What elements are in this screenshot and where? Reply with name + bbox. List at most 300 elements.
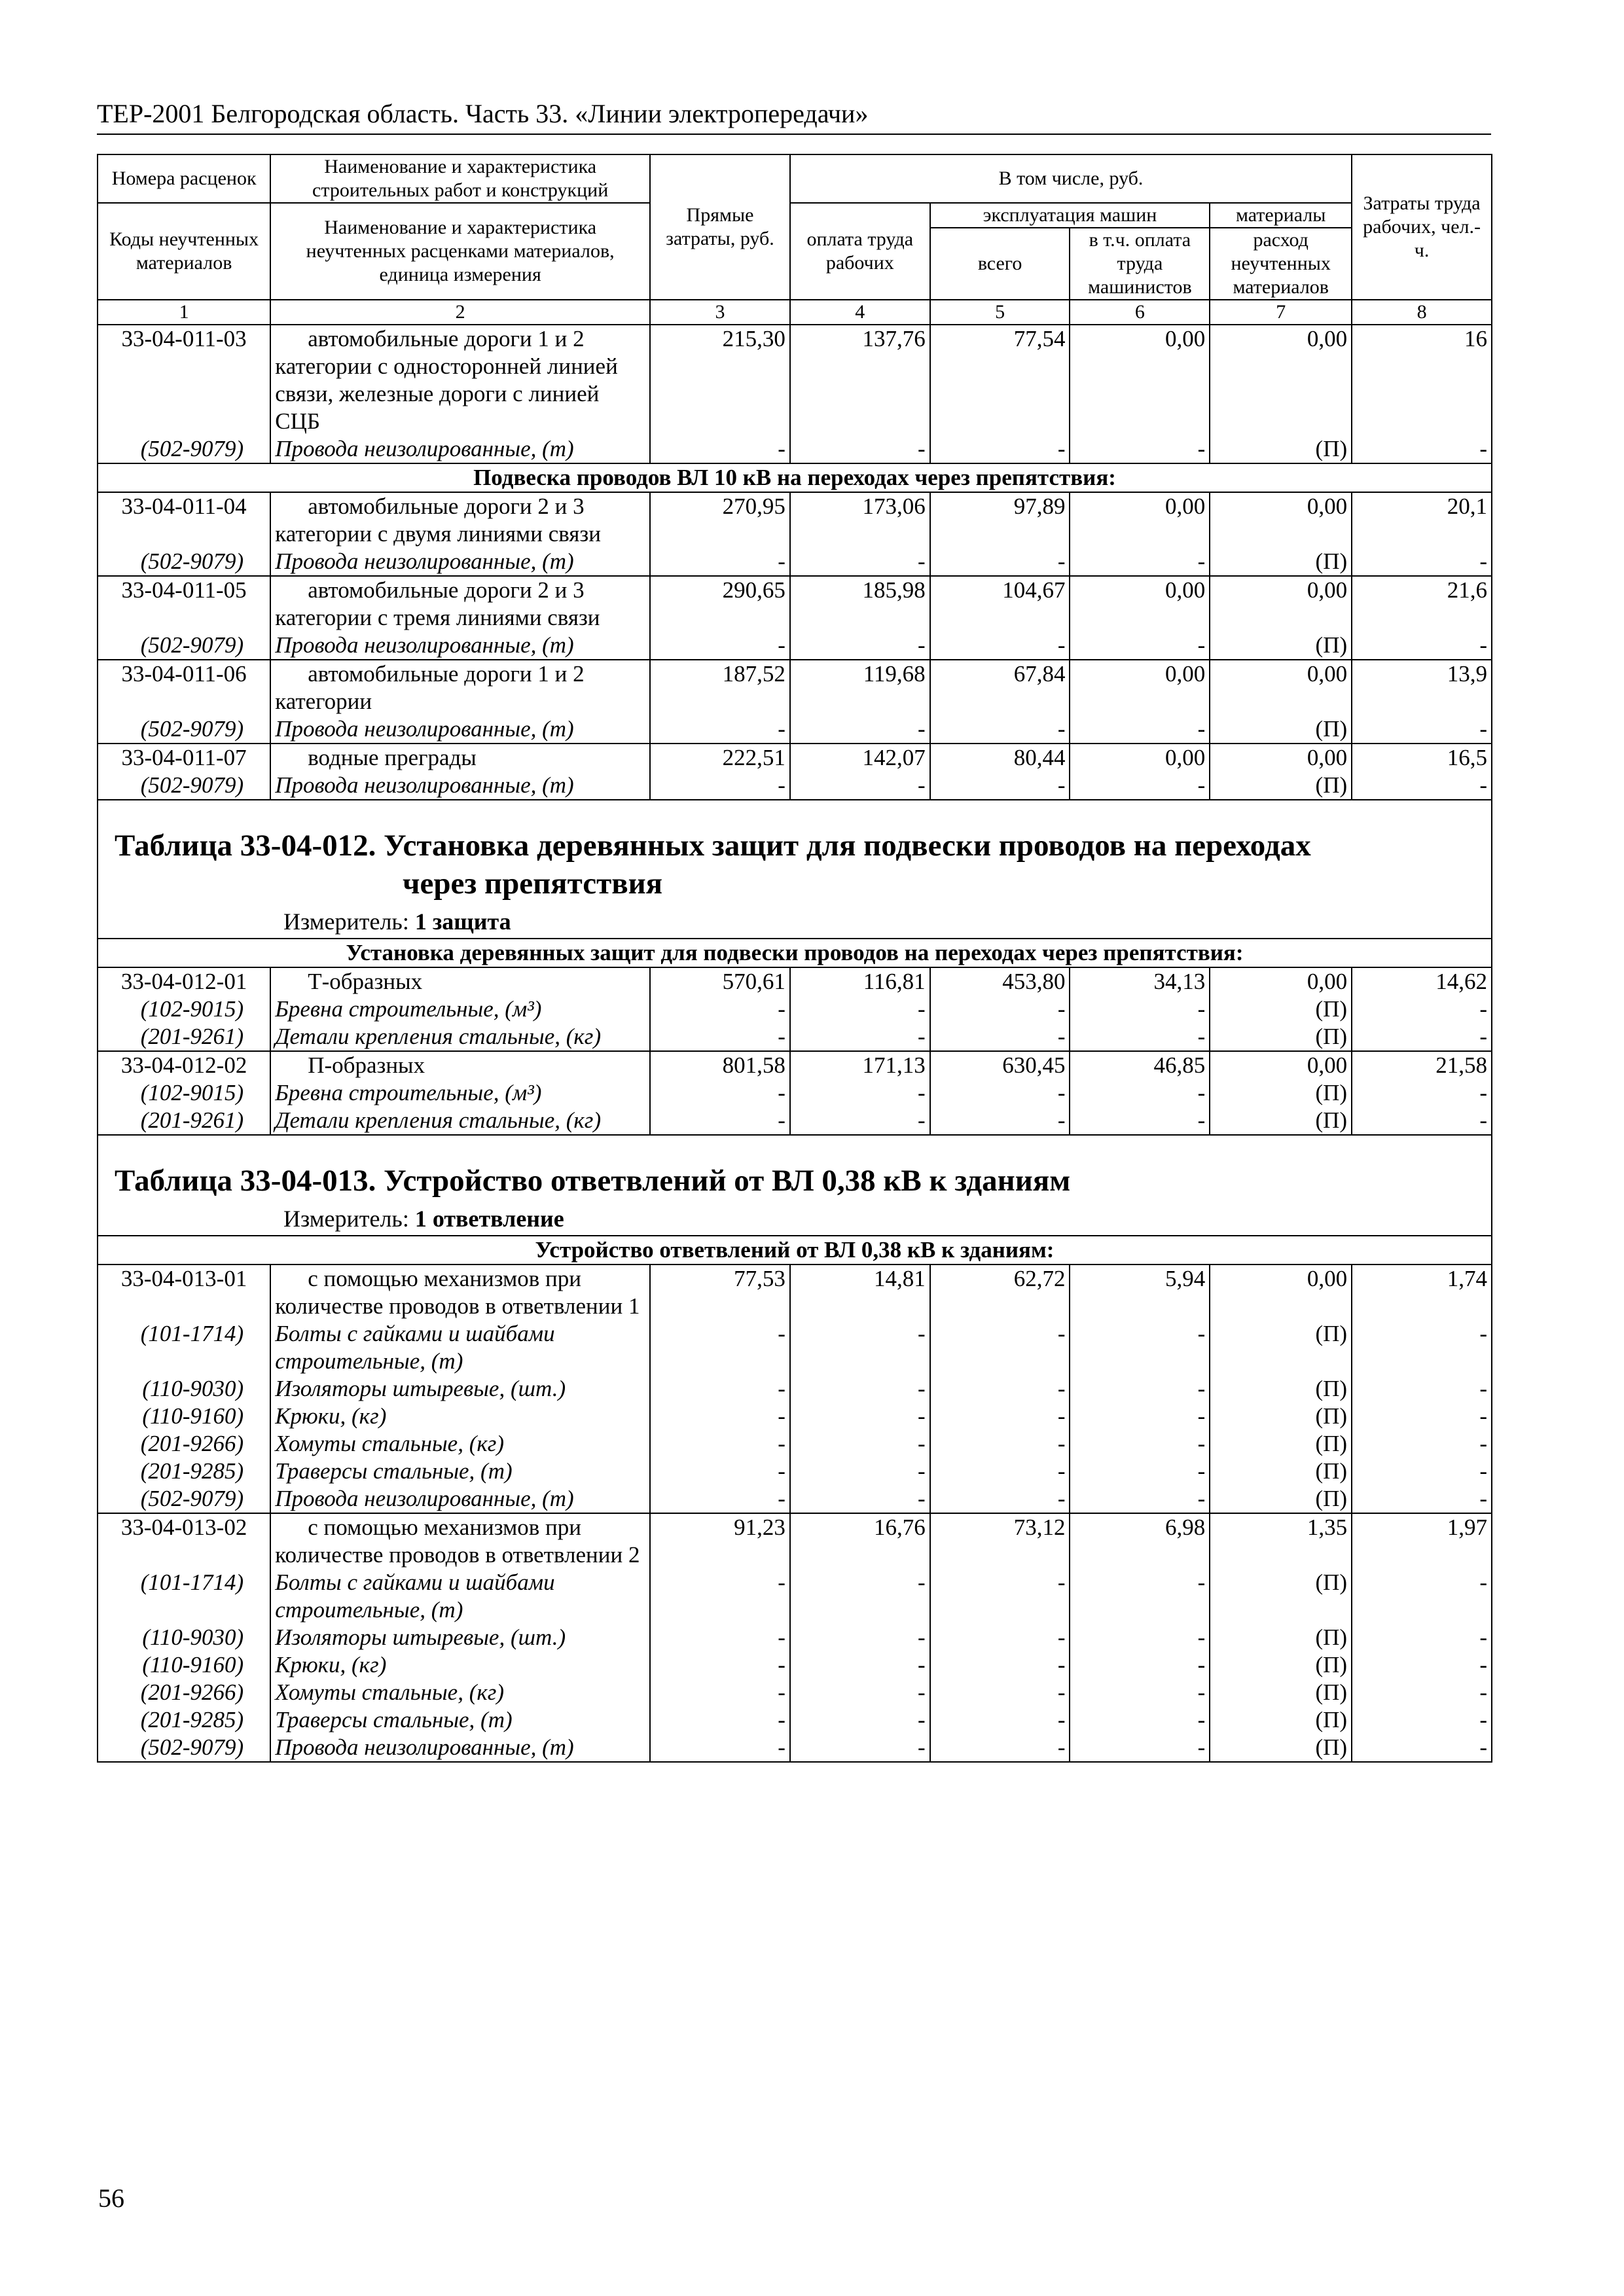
value-c6: - [1070, 548, 1210, 576]
value-c8: - [1352, 1734, 1492, 1762]
work-name: автомобильные дороги 2 и 3 категории с тремя линиями связи [270, 576, 650, 632]
header-number: 5 [930, 300, 1070, 325]
value-c8: 16 [1352, 325, 1492, 435]
value-c6: - [1070, 1023, 1210, 1051]
header-in-that: В том числе, руб. [790, 154, 1352, 203]
value-c6: - [1070, 772, 1210, 800]
rate-row [98, 576, 1492, 632]
table-title-012 [115, 827, 1476, 903]
value-c7: (П) [1210, 1651, 1352, 1679]
value-c7: (П) [1210, 715, 1352, 744]
value-c8: 16,5 [1352, 744, 1492, 772]
value-c3: - [650, 1569, 790, 1624]
material-name: Крюки, (кг) [270, 1403, 650, 1430]
rate-row [98, 492, 1492, 548]
value-c5: - [930, 1624, 1070, 1651]
rate-row [98, 1513, 1492, 1569]
value-c5: - [930, 1403, 1070, 1430]
value-c4: - [790, 1569, 930, 1624]
material-name: Болты с гайками и шайбами строительные, (т) [270, 1320, 650, 1375]
work-name: автомобильные дороги 1 и 2 категории с односторонней линией связи, железные дороги с линией СЦБ [270, 325, 650, 435]
material-code: (110-9030) [98, 1375, 270, 1403]
value-c3: - [650, 1458, 790, 1485]
measure-value: 1 защита [414, 908, 511, 935]
material-code: (201-9266) [98, 1679, 270, 1706]
value-c3: - [650, 1734, 790, 1762]
value-c5: - [930, 1651, 1070, 1679]
value-c6: - [1070, 715, 1210, 744]
header-col1-top: Номера расценок [98, 154, 270, 203]
value-c4: 137,76 [790, 325, 930, 435]
header-col7: расход неучтенных материалов [1210, 228, 1352, 300]
value-c6: 0,00 [1070, 660, 1210, 715]
measure-013 [283, 1205, 564, 1232]
value-c5: - [930, 996, 1070, 1023]
value-c8: - [1352, 632, 1492, 660]
value-c3: 270,95 [650, 492, 790, 548]
material-code: (502-9079) [98, 772, 270, 800]
value-c8: - [1352, 1679, 1492, 1706]
value-c8: - [1352, 1485, 1492, 1513]
header-number: 6 [1070, 300, 1210, 325]
material-code: (110-9160) [98, 1403, 270, 1430]
value-c8: 20,1 [1352, 492, 1492, 548]
material-row [98, 632, 1492, 660]
header-col2-top: Наименование и характеристика строительных работ и конструкций [270, 154, 650, 203]
value-c8: - [1352, 772, 1492, 800]
material-row [98, 1458, 1492, 1485]
material-row [98, 1651, 1492, 1679]
section-heading-row [98, 939, 1492, 967]
value-c3: - [650, 1651, 790, 1679]
material-name: Детали крепления стальные, (кг) [270, 1023, 650, 1051]
value-c8: - [1352, 1569, 1492, 1624]
rate-row [98, 744, 1492, 772]
material-name: Траверсы стальные, (т) [270, 1458, 650, 1485]
header-materials: материалы [1210, 203, 1352, 228]
value-c7: 0,00 [1210, 576, 1352, 632]
header-number: 2 [270, 300, 650, 325]
value-c5: 453,80 [930, 967, 1070, 996]
rate-code: 33-04-011-07 [98, 744, 270, 772]
header-col6: в т.ч. оплата труда машинистов [1070, 228, 1210, 300]
value-c8: - [1352, 1403, 1492, 1430]
value-c4: - [790, 1734, 930, 1762]
value-c3: 222,51 [650, 744, 790, 772]
material-row [98, 1375, 1492, 1403]
rates-table-013 [97, 1235, 1492, 1763]
material-code: (101-1714) [98, 1320, 270, 1375]
material-code: (201-9261) [98, 1107, 270, 1135]
material-name: Провода неизолированные, (т) [270, 1485, 650, 1513]
header-number: 7 [1210, 300, 1352, 325]
value-c5: - [930, 548, 1070, 576]
rate-code: 33-04-012-02 [98, 1051, 270, 1079]
header-number: 8 [1352, 300, 1492, 325]
value-c4: - [790, 1651, 930, 1679]
value-c6: 5,94 [1070, 1265, 1210, 1320]
value-c3: 91,23 [650, 1513, 790, 1569]
value-c6: - [1070, 1679, 1210, 1706]
value-c6: 6,98 [1070, 1513, 1210, 1569]
rate-row [98, 325, 1492, 435]
material-name: Хомуты стальные, (кг) [270, 1679, 650, 1706]
value-c3: 801,58 [650, 1051, 790, 1079]
value-c5: - [930, 1569, 1070, 1624]
value-c7: (П) [1210, 1624, 1352, 1651]
material-name: Провода неизолированные, (т) [270, 548, 650, 576]
value-c4: - [790, 772, 930, 800]
value-c4: - [790, 1679, 930, 1706]
value-c4: 119,68 [790, 660, 930, 715]
value-c8: 13,9 [1352, 660, 1492, 715]
value-c3: - [650, 1706, 790, 1734]
material-code: (502-9079) [98, 1485, 270, 1513]
material-name: Бревна строительные, (м³) [270, 996, 650, 1023]
value-c6: 46,85 [1070, 1051, 1210, 1079]
material-code: (502-9079) [98, 435, 270, 463]
value-c5: - [930, 1320, 1070, 1375]
value-c5: 80,44 [930, 744, 1070, 772]
material-row [98, 1624, 1492, 1651]
value-c7: 1,35 [1210, 1513, 1352, 1569]
rate-row [98, 1051, 1492, 1079]
value-c4: 14,81 [790, 1265, 930, 1320]
value-c7: 0,00 [1210, 492, 1352, 548]
header-number: 1 [98, 300, 270, 325]
header-col3: Прямые затраты, руб. [650, 154, 790, 300]
table-title-013 [115, 1162, 1476, 1200]
table-body-013 [98, 1236, 1492, 1762]
section-heading: Устройство ответвлений от ВЛ 0,38 кВ к зданиям: [98, 1236, 1492, 1265]
value-c7: (П) [1210, 632, 1352, 660]
material-row [98, 1569, 1492, 1624]
value-c3: - [650, 715, 790, 744]
material-row [98, 548, 1492, 576]
value-c8: - [1352, 1651, 1492, 1679]
value-c6: - [1070, 1375, 1210, 1403]
value-c7: 0,00 [1210, 1051, 1352, 1079]
material-code: (110-9160) [98, 1651, 270, 1679]
value-c6: - [1070, 996, 1210, 1023]
header-col8: Затраты труда рабочих, чел.-ч. [1352, 154, 1492, 300]
header-col2-bottom: Наименование и характеристика неучтенных расценками материалов, единица измерения [270, 203, 650, 300]
running-header: ТЕР-2001 Белгородская область. Часть 33. «Линии электропередачи» [97, 98, 1491, 135]
material-row [98, 1079, 1492, 1107]
section-heading: Подвеска проводов ВЛ 10 кВ на переходах через препятствия: [98, 463, 1492, 492]
value-c8: - [1352, 1079, 1492, 1107]
value-c7: (П) [1210, 1706, 1352, 1734]
value-c5: - [930, 772, 1070, 800]
rate-code: 33-04-011-05 [98, 576, 270, 632]
value-c4: - [790, 1485, 930, 1513]
value-c7: (П) [1210, 1107, 1352, 1135]
table-title-line: через препятствия [403, 867, 663, 901]
material-name: Изоляторы штыревые, (шт.) [270, 1375, 650, 1403]
value-c6: - [1070, 1458, 1210, 1485]
table-header [98, 154, 1492, 325]
value-c7: 0,00 [1210, 967, 1352, 996]
value-c7: 0,00 [1210, 325, 1352, 435]
value-c5: - [930, 715, 1070, 744]
value-c8: - [1352, 1458, 1492, 1485]
value-c8: 21,58 [1352, 1051, 1492, 1079]
material-row [98, 435, 1492, 463]
value-c8: - [1352, 1320, 1492, 1375]
material-name: Провода неизолированные, (т) [270, 772, 650, 800]
value-c8: - [1352, 1430, 1492, 1458]
value-c3: - [650, 435, 790, 463]
rates-table-main [97, 154, 1492, 800]
value-c5: - [930, 1485, 1070, 1513]
value-c7: (П) [1210, 1403, 1352, 1430]
table-title-line: Таблица 33-04-013. Устройство ответвлений от ВЛ 0,38 кВ к зданиям [115, 1164, 1071, 1198]
value-c7: (П) [1210, 1458, 1352, 1485]
value-c6: 0,00 [1070, 492, 1210, 548]
material-row [98, 715, 1492, 744]
value-c5: 630,45 [930, 1051, 1070, 1079]
value-c4: 116,81 [790, 967, 930, 996]
value-c6: - [1070, 1734, 1210, 1762]
material-row [98, 1430, 1492, 1458]
material-name: Провода неизолированные, (т) [270, 1734, 650, 1762]
work-name: с помощью механизмов при количестве проводов в ответвлении 1 [270, 1265, 650, 1320]
material-name: Болты с гайками и шайбами строительные, (т) [270, 1569, 650, 1624]
value-c6: - [1070, 1485, 1210, 1513]
value-c5: - [930, 632, 1070, 660]
material-code: (102-9015) [98, 996, 270, 1023]
value-c8: - [1352, 1375, 1492, 1403]
value-c6: - [1070, 1651, 1210, 1679]
material-name: Хомуты стальные, (кг) [270, 1430, 650, 1458]
material-code: (102-9015) [98, 1079, 270, 1107]
value-c5: - [930, 1107, 1070, 1135]
value-c7: (П) [1210, 1079, 1352, 1107]
value-c7: (П) [1210, 1679, 1352, 1706]
material-row [98, 1320, 1492, 1375]
material-row [98, 1023, 1492, 1051]
value-c3: 77,53 [650, 1265, 790, 1320]
value-c8: 21,6 [1352, 576, 1492, 632]
value-c5: - [930, 1023, 1070, 1051]
value-c8: - [1352, 1023, 1492, 1051]
value-c8: - [1352, 1107, 1492, 1135]
value-c4: - [790, 1458, 930, 1485]
value-c8: - [1352, 435, 1492, 463]
value-c6: 0,00 [1070, 744, 1210, 772]
measure-value: 1 ответвление [414, 1206, 564, 1232]
table-body-012 [98, 939, 1492, 1135]
value-c4: - [790, 632, 930, 660]
value-c4: 16,76 [790, 1513, 930, 1569]
material-row [98, 1706, 1492, 1734]
header-col5: всего [930, 228, 1070, 300]
material-row [98, 1734, 1492, 1762]
section-heading-row [98, 463, 1492, 492]
material-row [98, 1485, 1492, 1513]
value-c5: - [930, 1458, 1070, 1485]
value-c3: - [650, 1079, 790, 1107]
value-c8: - [1352, 715, 1492, 744]
value-c7: (П) [1210, 772, 1352, 800]
value-c8: 1,97 [1352, 1513, 1492, 1569]
section-heading-row [98, 1236, 1492, 1265]
value-c6: 0,00 [1070, 325, 1210, 435]
material-code: (101-1714) [98, 1569, 270, 1624]
value-c6: - [1070, 1706, 1210, 1734]
value-c4: 142,07 [790, 744, 930, 772]
material-code: (201-9261) [98, 1023, 270, 1051]
material-code: (502-9079) [98, 1734, 270, 1762]
value-c8: 1,74 [1352, 1265, 1492, 1320]
value-c8: - [1352, 1706, 1492, 1734]
value-c8: 14,62 [1352, 967, 1492, 996]
value-c6: - [1070, 1569, 1210, 1624]
rate-row [98, 660, 1492, 715]
value-c3: - [650, 548, 790, 576]
value-c3: 290,65 [650, 576, 790, 632]
value-c3: - [650, 1679, 790, 1706]
value-c6: - [1070, 1624, 1210, 1651]
header-numbers-row [98, 300, 1492, 325]
section-heading: Установка деревянных защит для подвески проводов на переходах через препятствия: [98, 939, 1492, 967]
material-name: Траверсы стальные, (т) [270, 1706, 650, 1734]
table-body-block1 [98, 325, 1492, 800]
rate-code: 33-04-012-01 [98, 967, 270, 996]
rate-code: 33-04-011-04 [98, 492, 270, 548]
material-row [98, 1679, 1492, 1706]
rate-code: 33-04-011-03 [98, 325, 270, 435]
header-number: 3 [650, 300, 790, 325]
value-c5: - [930, 1079, 1070, 1107]
material-name: Изоляторы штыревые, (шт.) [270, 1624, 650, 1651]
header-col4: оплата труда рабочих [790, 203, 930, 300]
value-c7: (П) [1210, 1023, 1352, 1051]
value-c7: (П) [1210, 1430, 1352, 1458]
value-c4: - [790, 1430, 930, 1458]
value-c4: - [790, 715, 930, 744]
work-name: П-образных [270, 1051, 650, 1079]
value-c5: 62,72 [930, 1265, 1070, 1320]
header-col1-bottom: Коды неучтенных материалов [98, 203, 270, 300]
material-name: Крюки, (кг) [270, 1651, 650, 1679]
value-c4: - [790, 1624, 930, 1651]
value-c4: 185,98 [790, 576, 930, 632]
value-c4: - [790, 435, 930, 463]
value-c4: - [790, 548, 930, 576]
value-c4: - [790, 1079, 930, 1107]
value-c3: - [650, 1023, 790, 1051]
value-c7: (П) [1210, 1375, 1352, 1403]
value-c7: (П) [1210, 1569, 1352, 1624]
value-c3: - [650, 772, 790, 800]
value-c7: (П) [1210, 1320, 1352, 1375]
material-row [98, 1403, 1492, 1430]
value-c3: - [650, 996, 790, 1023]
value-c6: - [1070, 632, 1210, 660]
value-c7: (П) [1210, 435, 1352, 463]
value-c5: - [930, 1375, 1070, 1403]
value-c6: - [1070, 435, 1210, 463]
value-c7: (П) [1210, 996, 1352, 1023]
value-c4: - [790, 1320, 930, 1375]
value-c3: - [650, 1430, 790, 1458]
material-name: Детали крепления стальные, (кг) [270, 1107, 650, 1135]
value-c5: - [930, 1679, 1070, 1706]
value-c3: - [650, 632, 790, 660]
material-code: (201-9285) [98, 1706, 270, 1734]
work-name: Т-образных [270, 967, 650, 996]
value-c4: 171,13 [790, 1051, 930, 1079]
value-c7: (П) [1210, 1485, 1352, 1513]
material-code: (502-9079) [98, 715, 270, 744]
value-c8: - [1352, 1624, 1492, 1651]
material-code: (201-9266) [98, 1430, 270, 1458]
material-name: Провода неизолированные, (т) [270, 435, 650, 463]
value-c6: - [1070, 1403, 1210, 1430]
value-c8: - [1352, 996, 1492, 1023]
value-c3: - [650, 1375, 790, 1403]
value-c5: - [930, 1734, 1070, 1762]
value-c7: 0,00 [1210, 660, 1352, 715]
value-c3: - [650, 1320, 790, 1375]
measure-label: Измеритель: [283, 1206, 409, 1232]
rate-code: 33-04-011-06 [98, 660, 270, 715]
value-c5: 67,84 [930, 660, 1070, 715]
rate-code: 33-04-013-02 [98, 1513, 270, 1569]
value-c3: 187,52 [650, 660, 790, 715]
rate-row [98, 1265, 1492, 1320]
table-title-line: Таблица 33-04-012. Установка деревянных защит для подвески проводов на переходах [115, 829, 1311, 863]
value-c3: - [650, 1403, 790, 1430]
rate-row [98, 967, 1492, 996]
header-machines: эксплуатация машин [930, 203, 1210, 228]
value-c4: - [790, 1107, 930, 1135]
value-c4: 173,06 [790, 492, 930, 548]
work-name: автомобильные дороги 1 и 2 категории [270, 660, 650, 715]
value-c3: 215,30 [650, 325, 790, 435]
value-c7: (П) [1210, 548, 1352, 576]
work-name: водные преграды [270, 744, 650, 772]
value-c4: - [790, 1403, 930, 1430]
value-c5: 104,67 [930, 576, 1070, 632]
value-c7: 0,00 [1210, 744, 1352, 772]
value-c4: - [790, 1706, 930, 1734]
value-c8: - [1352, 548, 1492, 576]
value-c3: - [650, 1624, 790, 1651]
value-c3: - [650, 1485, 790, 1513]
material-code: (502-9079) [98, 632, 270, 660]
rate-code: 33-04-013-01 [98, 1265, 270, 1320]
value-c6: - [1070, 1079, 1210, 1107]
value-c7: 0,00 [1210, 1265, 1352, 1320]
work-name: с помощью механизмов при количестве проводов в ответвлении 2 [270, 1513, 650, 1569]
value-c5: - [930, 435, 1070, 463]
header-number: 4 [790, 300, 930, 325]
value-c6: 0,00 [1070, 576, 1210, 632]
value-c5: - [930, 1430, 1070, 1458]
material-code: (201-9285) [98, 1458, 270, 1485]
page-number: 56 [98, 2183, 124, 2213]
measure-label: Измеритель: [283, 908, 409, 935]
value-c5: 73,12 [930, 1513, 1070, 1569]
material-name: Бревна строительные, (м³) [270, 1079, 650, 1107]
material-row [98, 1107, 1492, 1135]
value-c3: - [650, 1107, 790, 1135]
value-c3: 570,61 [650, 967, 790, 996]
value-c6: - [1070, 1320, 1210, 1375]
value-c6: - [1070, 1107, 1210, 1135]
